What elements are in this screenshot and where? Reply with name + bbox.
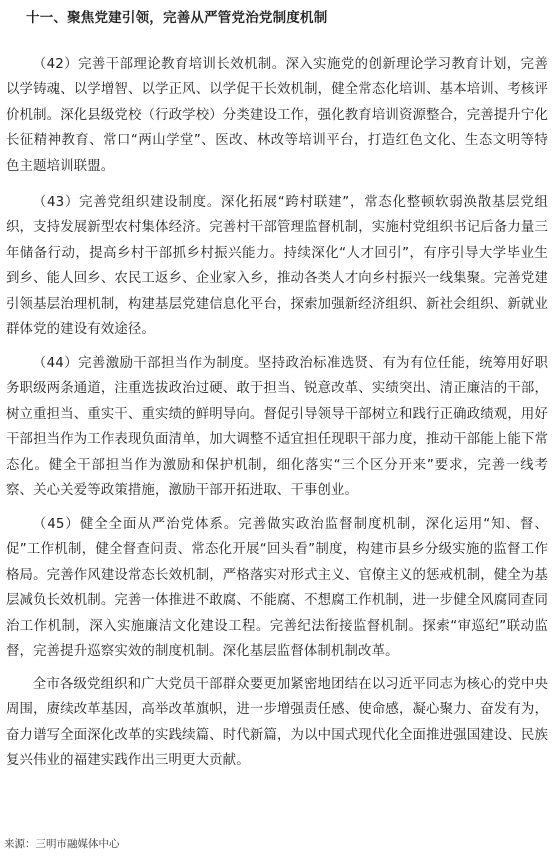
paragraph-43: （43）完善党组织建设制度。深化拓展“跨村联建”，常态化整顿软弱涣散基层党组织，支持发展新型农村集体经济。完善村干部管理监督机制，实施村党组织书记后备力量三年储备行动，提高乡村干部抓乡村振兴能力。持续深化“人才回引”，有序引导大学毕业生到乡、能人回乡、农民工返乡、企业家入乡，推动各类人才向乡村振兴一线集聚。完善党建引领基层治理机制，构建基层党建信息化平台，探索加强新经济组织、新社会组织、新就业群体党的建设有效途径。 [6,195,548,338]
paragraph-44: （44）完善激励干部担当作为制度。坚持政治标准选贤、有为有位任能，统筹用好职务职级两条通道，注重选拔政治过硬、敢于担当、锐意改革、实绩突出、清正廉洁的干部，树立重担当、重实干、重实绩的鲜明导向。督促引导领导干部树立和践行正确政绩观，用好干部担当作为工作表现负面清单，加大调整不适宜担任现职干部力度，推动干部能上能下常态化。健全干部担当作为激励和保护机制，细化落实“三个区分开来”要求，完善一线考察、关心关爱等政策措施，激励干部开拓进取、干事创业。 [6,356,548,499]
paragraph-42: （42）完善干部理论教育培训长效机制。深入实施党的创新理论学习教育计划，完善以学铸魂、以学增智、以学正风、以学促干长效机制，健全常态化培训、基本培训、考核评价机制。深化县级党校（行政学校）分类建设工作，强化教育培训资源整合，完善提升宁化长征精神教育、常口“两山学堂”、医改、林改等培训平台，打造红色文化、生态文明等特色主题培训联盟。 [6,57,548,174]
section-heading: 十一、聚焦党建引领，完善从严管党治党制度机制 [26,10,328,26]
paragraph-45: （45）健全全面从严治党体系。完善做实政治监督制度机制，深化运用“知、督、促”工作机制，健全督查问责、常态化开展“回头看”制度，构建市县乡分级实施的监督工作格局。完善作风建设常态长效机制，严格落实对形式主义、官僚主义的惩戒机制，健全为基层减负长效机制。完善一体推进不敢腐、不能腐、不想腐工作机制，进一步健全风腐同查同治工作机制，深入实施廉洁文化建设工程。完善纪法衔接监督机制。探索“审巡纪”联动监督，完善提升巡察实效的制度机制。深化基层监督体制机制改革。 [6,517,548,660]
closing-paragraph: 全市各级党组织和广大党员干部群众要更加紧密地团结在以习近平同志为核心的党中央周围，赓续改革基因，高举改革旗帜，进一步增强责任感、使命感，凝心聚力、奋发有为，奋力谱写全面深化改革的实践续篇、时代新篇，为以中国式现代化全面推进强国建设、民族复兴伟业的福建实践作出三明更大贡献。 [6,677,548,769]
source-credit: 来源：三明市融媒体中心 [4,838,120,850]
